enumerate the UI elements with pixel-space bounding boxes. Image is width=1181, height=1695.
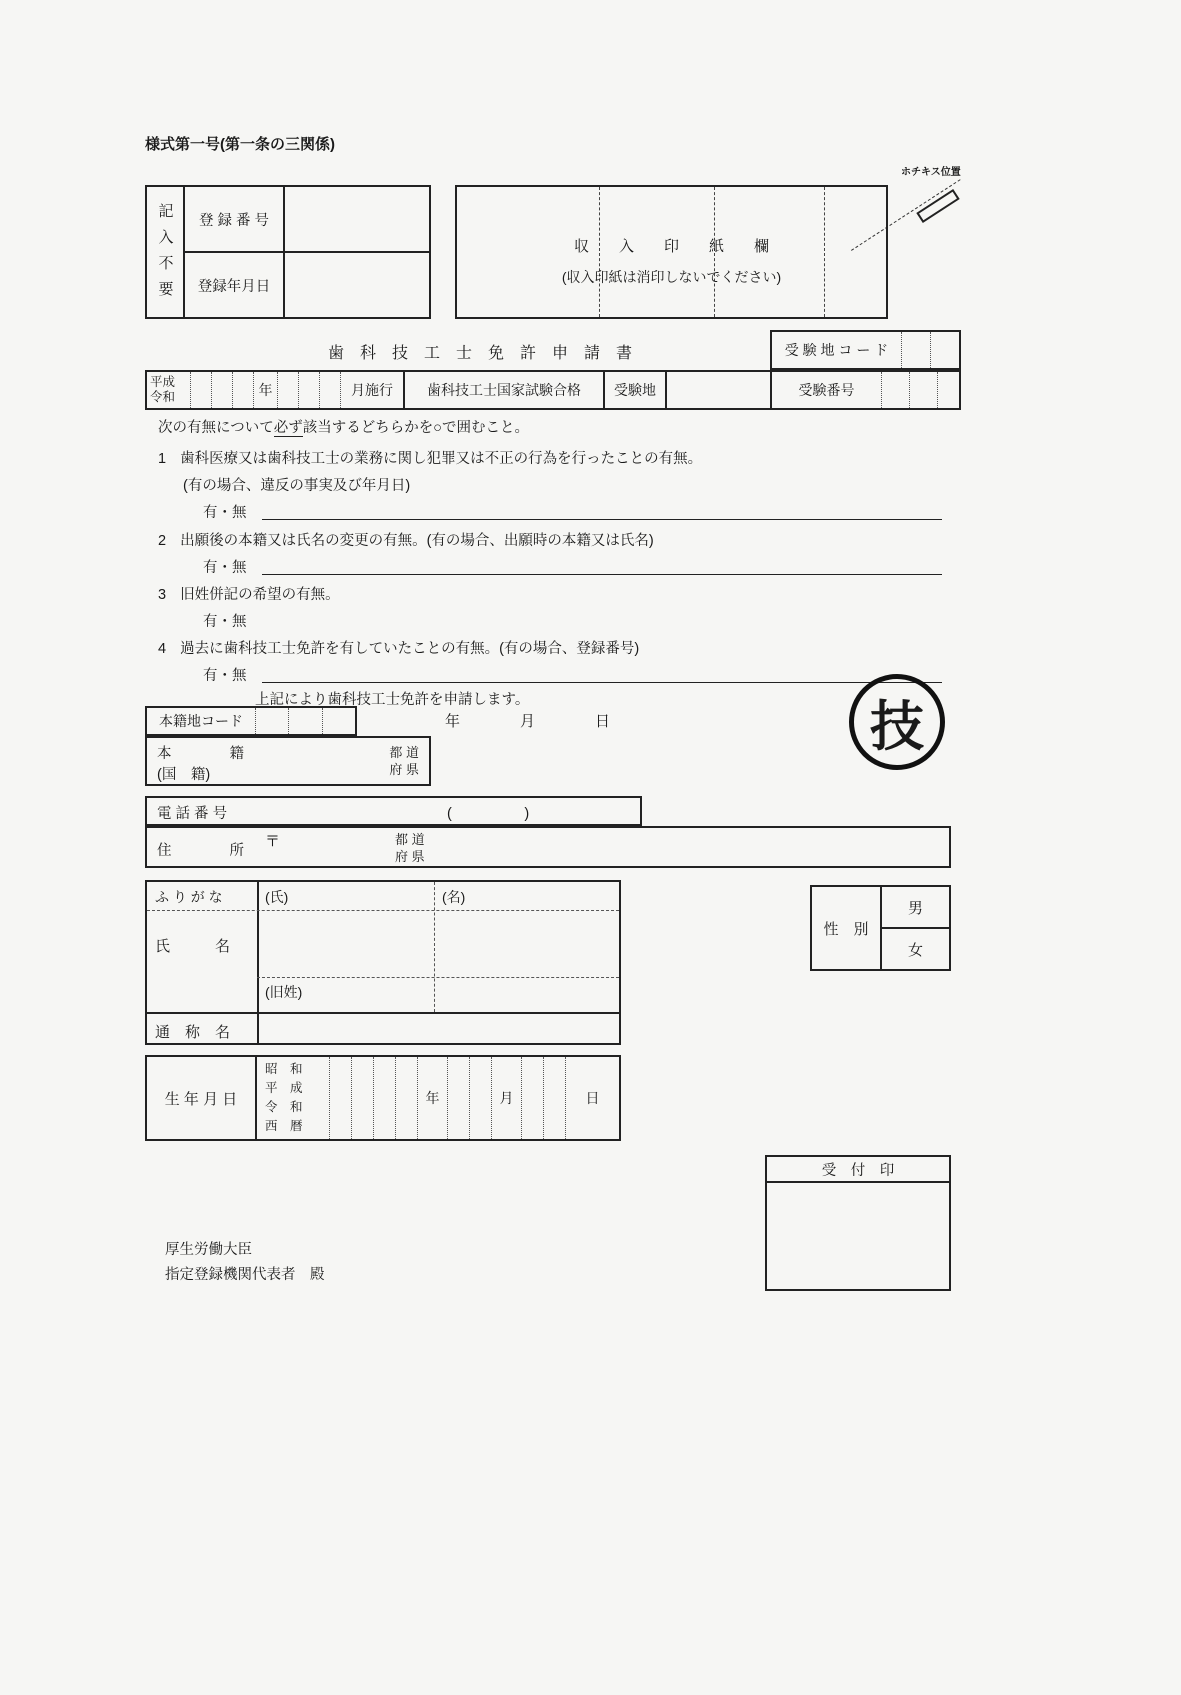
phone-box <box>145 796 642 826</box>
furigana-row-divider <box>147 910 619 911</box>
item-1-subnote: (有の場合、違反の事実及び年月日) <box>183 478 411 494</box>
item-4-answer-line <box>262 682 942 683</box>
item-2-answer-line <box>262 574 942 575</box>
year-digit-cell <box>191 372 212 408</box>
exam-row <box>145 370 961 410</box>
revenue-stamp-box <box>455 185 888 319</box>
no-entry-label: 記入不要 <box>147 187 185 317</box>
birth-era-heisei: 平 成 <box>265 1081 303 1095</box>
item-4-number: 4 <box>158 641 167 657</box>
registration-date-field <box>285 253 429 317</box>
birth-year-label: 年 <box>418 1057 448 1139</box>
month-digit-cell <box>278 372 299 408</box>
prefecture-line: 都 道 <box>389 745 419 760</box>
year-digit-cell <box>233 372 254 408</box>
application-statement: 上記により歯科技工士免許を申請します。 <box>255 692 530 708</box>
month-digit-cell <box>320 372 341 408</box>
name-label: 氏 名 <box>155 938 231 955</box>
exam-pass-label: 歯科技工士国家試験合格 <box>405 372 605 408</box>
birth-day-digit-cell <box>522 1057 544 1139</box>
phone-label: 電 話 番 号 <box>157 806 228 822</box>
birth-era-showa: 昭 和 <box>265 1062 303 1076</box>
birth-era-list <box>257 1057 330 1139</box>
nationality-label: (国 籍) <box>157 767 211 783</box>
name-label-column-divider <box>257 882 259 1043</box>
registration-date-label: 登録年月日 <box>185 253 285 317</box>
form-title: 歯 科 技 工 士 免 許 申 請 書 <box>327 345 632 362</box>
birth-year-digit-cell <box>330 1057 352 1139</box>
birth-year-digit-cell <box>396 1057 418 1139</box>
instruction-pre: 次の有無について <box>158 420 274 436</box>
item-3-number: 3 <box>158 587 167 603</box>
gender-label: 性 別 <box>812 887 882 969</box>
item-2-choice: 有・無 <box>203 560 247 576</box>
postal-mark: 〒 <box>265 833 281 850</box>
gi-seal-character: 技 <box>870 696 924 757</box>
gi-seal <box>849 674 945 770</box>
item-1 <box>158 447 702 468</box>
instruction-emphasis: 必ず <box>273 420 303 436</box>
birth-year-digit-cell <box>374 1057 396 1139</box>
exam-location-code-label: 受 験 地 コ ー ド <box>784 342 889 358</box>
exam-number-digit-cell <box>882 372 910 408</box>
exam-location-code-cell <box>901 332 930 368</box>
domicile-code-cell <box>289 708 323 734</box>
domicile-prefecture-label <box>389 744 419 778</box>
birth-era-reiwa: 令 和 <box>265 1100 303 1114</box>
birth-day-label: 日 <box>585 1090 600 1106</box>
exam-location-label: 受験地 <box>605 372 667 408</box>
address-label: 住 所 <box>157 843 244 859</box>
item-1-answer-line <box>262 519 942 520</box>
registration-number-label: 登 録 番 号 <box>185 187 285 251</box>
item-1-choice: 有・無 <box>203 505 247 521</box>
item-4 <box>158 637 639 658</box>
addressee-line-2: 指定登録機関代表者 殿 <box>165 1267 325 1283</box>
prefecture-line: 府 県 <box>395 849 425 864</box>
domicile-box <box>145 736 431 786</box>
birthdate-label: 生 年 月 日 <box>147 1057 257 1139</box>
item-1-number: 1 <box>158 451 167 467</box>
domicile-label: 本 籍 <box>157 746 244 762</box>
instruction-post: 該当するどちらかを○で囲むこと。 <box>302 420 529 436</box>
alias-row-divider <box>147 1012 619 1014</box>
gender-female-option: 女 <box>907 941 923 959</box>
exam-number-digit-cell <box>938 372 959 408</box>
given-name-label: (名) <box>442 889 466 905</box>
birth-month-digit-cell <box>448 1057 470 1139</box>
phone-value: ( ) <box>447 806 530 822</box>
item-2-text: 出願後の本籍又は氏名の変更の有無。(有の場合、出願時の本籍又は氏名) <box>180 533 654 549</box>
reception-stamp-label: 受 付 印 <box>767 1157 949 1183</box>
exam-location-code-cell <box>930 332 959 368</box>
exam-number-label: 受験番号 <box>772 372 882 408</box>
family-name-label: (氏) <box>265 889 289 905</box>
exam-month-label: 月施行 <box>341 372 405 408</box>
birth-year-digit-cell <box>352 1057 374 1139</box>
registration-number-field <box>285 187 429 251</box>
prefecture-line: 府 県 <box>389 762 419 777</box>
exam-number-digit-cell <box>910 372 938 408</box>
exam-location-code-box <box>770 330 961 370</box>
item-3-choice: 有・無 <box>203 614 247 630</box>
birth-month-label: 月 <box>492 1057 522 1139</box>
addressee-line-1: 厚生労働大臣 <box>165 1242 252 1258</box>
registration-box <box>145 185 431 319</box>
domicile-code-cell <box>255 708 289 734</box>
form-number-label: 様式第一号(第一条の三関係) <box>145 136 335 153</box>
year-digit-cell <box>212 372 233 408</box>
gender-male-option: 男 <box>882 887 949 929</box>
era-reiwa-label: 令和 <box>150 390 176 404</box>
address-prefecture-label <box>395 831 425 865</box>
name-box <box>145 880 621 1045</box>
staple-position-label: ホチキス位置 <box>901 167 961 178</box>
revenue-stamp-note: (収入印紙は消印しないでください) <box>561 269 782 285</box>
revenue-stamp-title: 収 入 印 紙 欄 <box>573 238 769 255</box>
birth-month-digit-cell <box>470 1057 492 1139</box>
gender-box <box>810 885 951 971</box>
month-digit-cell <box>299 372 320 408</box>
item-4-text: 過去に歯科技工士免許を有していたことの有無。(有の場合、登録番号) <box>180 641 640 657</box>
exam-location-field <box>667 372 772 408</box>
maiden-row-divider <box>257 977 619 978</box>
birth-era-seireki: 西 暦 <box>265 1119 303 1133</box>
birthdate-box <box>145 1055 621 1141</box>
application-date-line: 年 月 日 <box>445 713 611 730</box>
domicile-code-cell <box>323 708 355 734</box>
era-heisei-label: 平成 <box>150 375 176 389</box>
address-box <box>145 826 951 868</box>
reception-stamp-box <box>765 1155 951 1291</box>
circle-instruction <box>158 416 529 437</box>
item-2-number: 2 <box>158 533 167 549</box>
prefecture-line: 都 道 <box>395 832 425 847</box>
furigana-label: ふ り が な <box>155 889 223 905</box>
era-label <box>147 372 191 408</box>
domicile-code-box <box>145 706 357 736</box>
exam-year-label: 年 <box>254 372 278 408</box>
item-3-text: 旧姓併記の希望の有無。 <box>180 587 340 603</box>
birth-day-digit-cell <box>544 1057 566 1139</box>
item-4-choice: 有・無 <box>203 668 247 684</box>
maiden-name-label: (旧姓) <box>265 984 303 1000</box>
item-2 <box>158 529 654 550</box>
domicile-code-label: 本籍地コード <box>159 713 243 729</box>
item-1-text: 歯科医療又は歯科技工士の業務に関し犯罪又は不正の行為を行ったことの有無。 <box>180 451 703 467</box>
alias-name-label: 通 称 名 <box>155 1024 231 1041</box>
item-3 <box>158 583 340 604</box>
family-given-divider <box>434 882 435 1012</box>
